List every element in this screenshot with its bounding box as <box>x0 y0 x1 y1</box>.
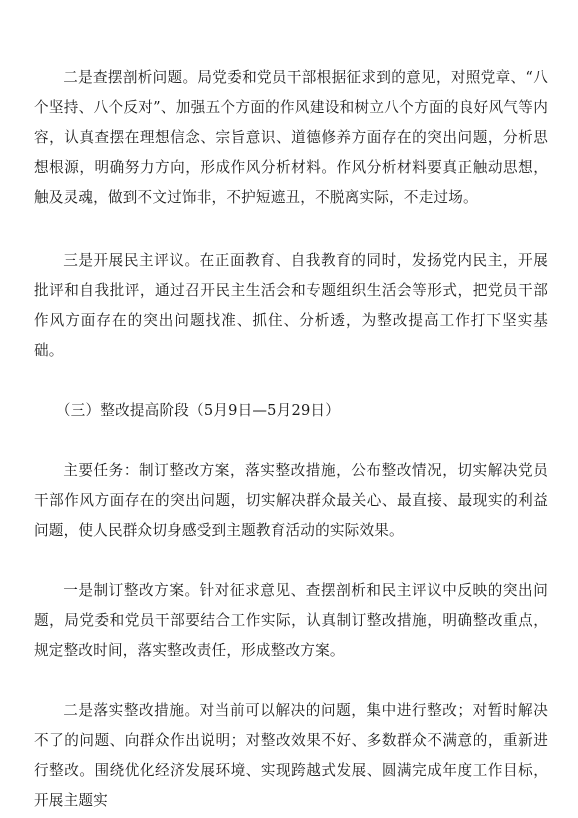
paragraph-self-examination: 二是查摆剖析问题。局党委和党员干部根据征求到的意见，对照党章、“八个坚持、八个反对”、加强五个方面的作风建设和树立八个方面的良好风气等内容，认真查摆在理想信念、宗旨意识、道德修养方面存在的突出问题，分析思想根源，明确努力方向，形成作风分析材料。作风分析材料要真正触动思想，触及灵魂，做到不文过饰非，不护短遮丑，不脱离实际，不走过场。 <box>34 69 548 206</box>
section-heading-rectification-stage: （三）整改提高阶段（5月9日—5月29日） <box>55 402 341 419</box>
paragraph-rectification-measures: 二是落实整改措施。对当前可以解决的问题，集中进行整改；对暂时解决不了的问题、向群众作出说明；对整改效果不好、多数群众不满意的，重新进行整改。围绕优化经济发展环境、实现跨越式发展、圆满完成年度工作目标，开展主题实 <box>34 702 548 809</box>
paragraph-gap <box>34 546 548 576</box>
paragraph-main-tasks: 主要任务：制订整改方案，落实整改措施，公布整改情况，切实解决党员干部作风方面存在的突出问题，切实解决群众最关心、最直接、最现实的利益问题，使人民群众切身感受到主题教育活动的实际效果。 <box>34 462 548 539</box>
document-body <box>34 63 548 816</box>
paragraph-gap <box>34 366 548 396</box>
paragraph-gap <box>34 426 548 456</box>
paragraph-rectification-plan: 一是制订整改方案。针对征求意见、查摆剖析和民主评议中反映的突出问题，局党委和党员干部要结合工作实际，认真制订整改措施，明确整改重点，规定整改时间，落实整改责任，形成整改方案。 <box>34 582 548 659</box>
paragraph-democratic-review: 三是开展民主评议。在正面教育、自我教育的同时，发扬党内民主，开展批评和自我批评，通过召开民主生活会和专题组织生活会等形式，把党员干部作风方面存在的突出问题找准、抓住、分析透，为整改提高工作打下坚实基础。 <box>34 252 548 359</box>
paragraph-gap <box>34 666 548 696</box>
paragraph-gap <box>34 213 548 246</box>
